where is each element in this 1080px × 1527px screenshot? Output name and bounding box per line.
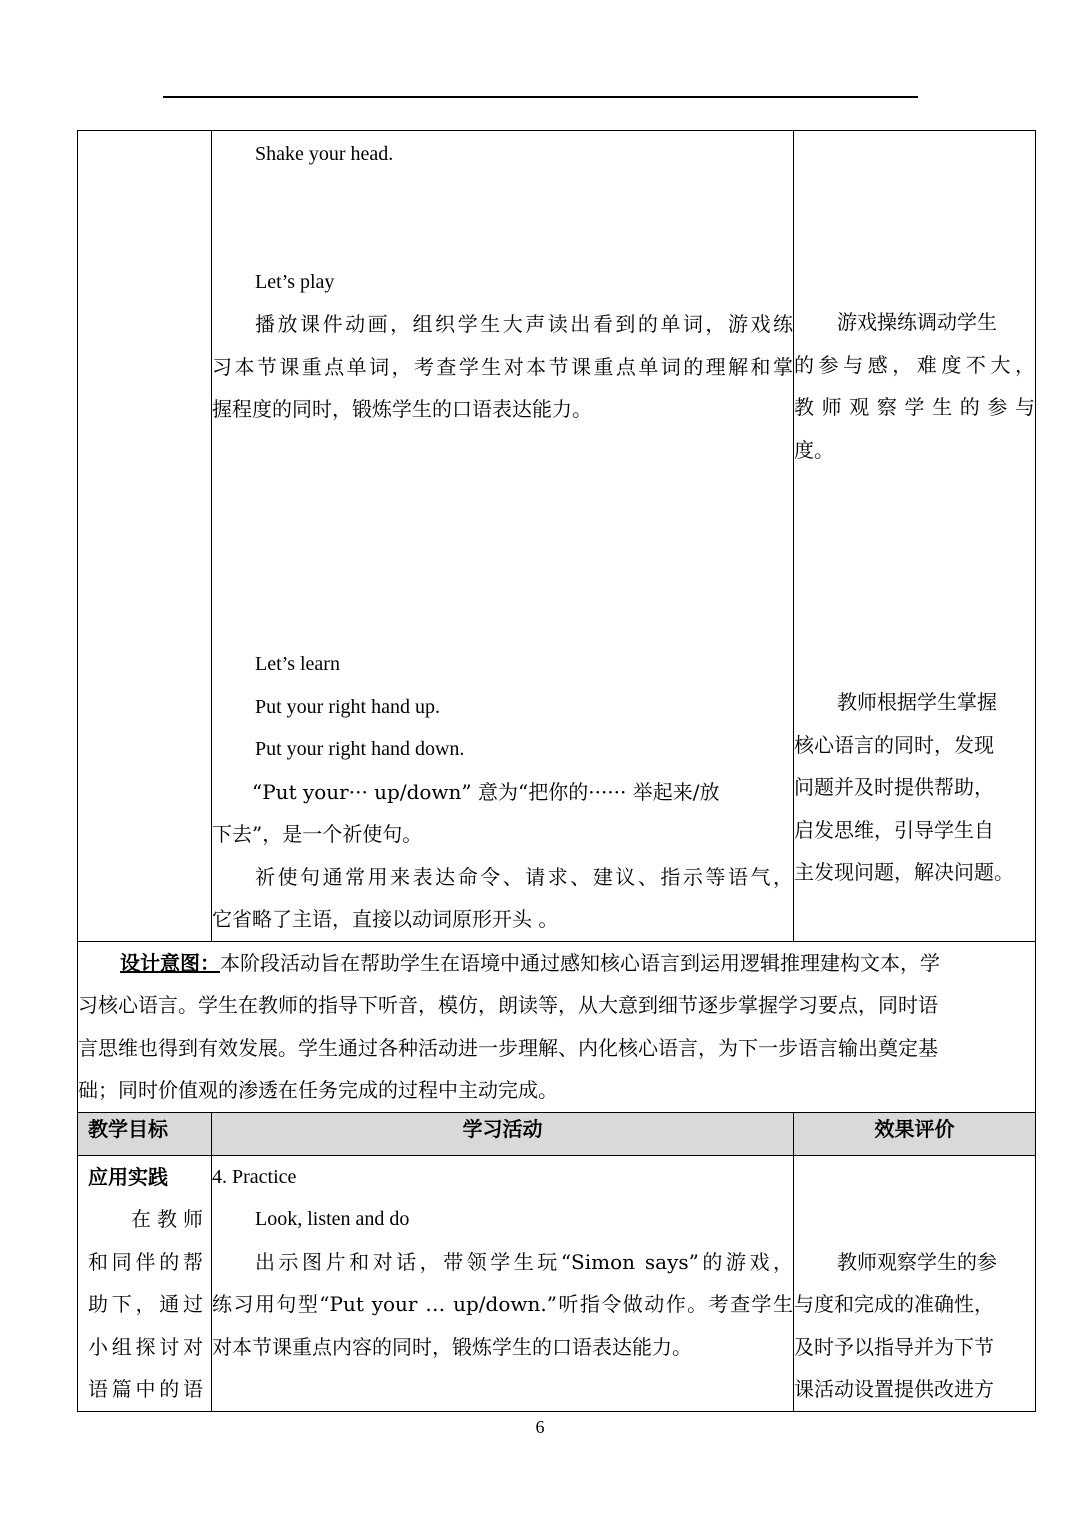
practice-eval-line-4: 课活动设置提供改进方: [794, 1377, 994, 1401]
goal-line-3: 助下，通过: [88, 1292, 203, 1316]
activity-cell: [212, 131, 794, 942]
hand-up-line: Put your right hand up.: [255, 695, 440, 718]
play-desc-line-3: 握程度的同时，锻炼学生的口语表达能力。: [212, 397, 592, 421]
play-desc-line-1: 播放课件动画，组织学生大声读出看到的单词，游戏练: [255, 312, 793, 336]
meaning-line-2: 下去”，是一个祈使句。: [212, 822, 423, 846]
page-number: 6: [535, 1417, 545, 1437]
goal-title: 应用实践: [88, 1164, 168, 1189]
practice-line-2: 练习用句型“Put your … up/down.”听指令做动作。考查学生: [212, 1292, 793, 1316]
design-intent-label: 设计意图：: [120, 950, 220, 975]
learn-eval-line-2: 核心语言的同时，发现: [794, 732, 994, 757]
practice-eval-line-1: 教师观察学生的参: [837, 1249, 997, 1274]
play-eval-line-4: 度。: [794, 437, 834, 462]
header-evaluation: 效果评价: [794, 1112, 1036, 1155]
imperative-line-1: 祈使句通常用来表达命令、请求、建议、指示等语气，: [255, 864, 793, 889]
goal-line-2: 和同伴的帮: [88, 1249, 203, 1274]
learn-eval-line-5: 主发现问题，解决问题。: [794, 860, 1014, 884]
practice-goal-cell: [78, 1155, 212, 1411]
design-line-3: 言思维也得到有效发展。学生通过各种活动进一步理解、内化核心语言，为下一步语言输出奠定基: [78, 1035, 938, 1060]
goal-line-4: 小组探讨对: [88, 1334, 203, 1359]
practice-eval-line-3: 及时予以指导并为下节: [794, 1334, 994, 1359]
learn-eval-line-1: 教师根据学生掌握: [837, 690, 997, 714]
design-line-4: 础；同时价值观的渗透在任务完成的过程中主动完成。: [78, 1078, 558, 1102]
goal-line-5: 语篇中的语: [88, 1377, 203, 1401]
practice-line-1: 出示图片和对话，带领学生玩“Simon says”的游戏，: [255, 1249, 793, 1274]
practice-subtitle: Look, listen and do: [255, 1208, 410, 1230]
play-eval-line-3: 教师观察学生的参与: [794, 395, 1035, 419]
practice-row: [78, 1155, 1036, 1411]
learn-eval-line-3: 问题并及时提供帮助，: [794, 775, 994, 799]
play-desc-line-2: 习本节课重点单词，考查学生对本节课重点单词的理解和掌: [212, 354, 793, 379]
design-intent-row: [78, 941, 1036, 1112]
play-eval-line-2: 的参与感，难度不大，: [794, 352, 1035, 377]
design-intent-cell: [78, 941, 1036, 1112]
design-line-2: 习核心语言。学生在教师的指导下听音，模仿，朗读等，从大意到细节逐步掌握学习要点，同时语: [78, 993, 938, 1017]
goal-cell-empty: [78, 131, 212, 942]
shake-line: Shake your head.: [255, 143, 394, 165]
table-header-row: [78, 1112, 1036, 1155]
practice-eval-line-2: 与度和完成的准确性，: [794, 1292, 994, 1316]
practice-line-3: 对本节课重点内容的同时，锻炼学生的口语表达能力。: [212, 1334, 692, 1359]
lets-learn-title: Let’s learn: [255, 653, 340, 675]
lesson-plan-table: [77, 130, 1036, 1412]
meaning-line-1: “Put your··· up/down” 意为“把你的······ 举起来/放: [252, 779, 720, 804]
header-activity: 学习活动: [212, 1112, 794, 1155]
goal-line-1: 在教师: [131, 1207, 203, 1231]
play-eval-line-1: 游戏操练调动学生: [837, 310, 997, 334]
practice-title: 4. Practice: [212, 1165, 297, 1188]
learn-eval-line-4: 启发思维，引导学生自: [794, 817, 994, 842]
practice-activity-cell: [212, 1155, 794, 1411]
continued-activity-row: [78, 131, 1036, 942]
header-goal: 教学目标: [78, 1112, 212, 1155]
hand-down-line: Put your right hand down.: [255, 738, 465, 760]
evaluation-cell: [794, 131, 1036, 942]
header-rule: [163, 96, 918, 98]
practice-evaluation-cell: [794, 1155, 1036, 1411]
design-line-1: 本阶段活动旨在帮助学生在语境中通过感知核心语言到运用逻辑推理建构文本，学: [220, 950, 940, 975]
imperative-line-2: 它省略了主语，直接以动词原形开头 。: [212, 907, 559, 931]
lets-play-title: Let’s play: [255, 270, 335, 293]
